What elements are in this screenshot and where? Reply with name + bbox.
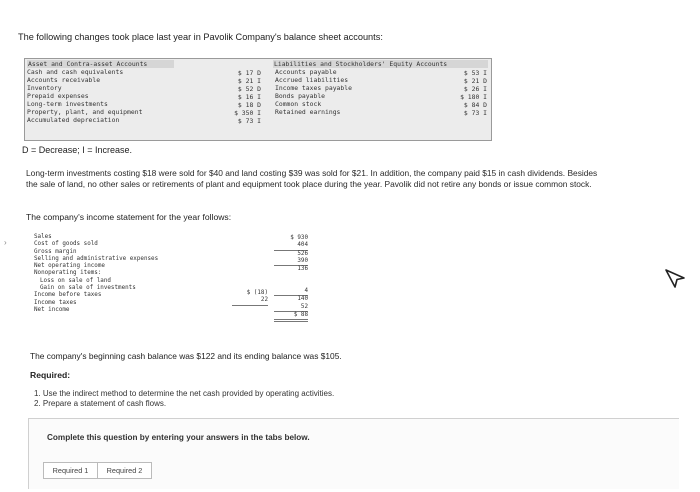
required-heading: Required: — [30, 370, 71, 380]
assets-values — [221, 69, 261, 125]
liability-label: Common stock — [275, 100, 322, 108]
asset-label: Prepaid expenses — [27, 92, 89, 100]
is-label: Sales — [34, 234, 52, 240]
is-value: $ 930 — [290, 235, 308, 241]
assets-labels — [27, 68, 142, 124]
is-value: 4 — [274, 288, 308, 296]
asset-value: $ 17 D — [237, 69, 261, 77]
is-label: Nonoperating items: — [34, 270, 102, 277]
is-label: Cost of goods sold — [34, 241, 98, 248]
liabilities-labels — [275, 68, 352, 116]
liability-value: $ 84 D — [463, 101, 487, 109]
asset-label: Property, plant, and equipment — [27, 108, 143, 116]
instruction-text: Complete this question by entering your answers in the tabs below. — [47, 433, 310, 442]
is-subvalue: $ (18) — [246, 290, 268, 296]
asset-value: $ 73 I — [237, 117, 261, 125]
income-statement-totals — [274, 235, 308, 322]
liability-label: Retained earnings — [275, 108, 341, 116]
is-value: 526 — [297, 250, 308, 257]
asset-value: $ 350 I — [234, 109, 261, 117]
is-label: Income before taxes — [34, 292, 102, 299]
liability-value: $ 21 D — [463, 77, 487, 85]
liability-value: $ 26 I — [463, 85, 487, 93]
liability-value: $ 180 I — [460, 93, 487, 101]
answer-panel — [28, 418, 679, 489]
tab-required-1[interactable]: Required 1 — [43, 462, 98, 479]
income-statement-intro: The company's income statement for the year follows: — [26, 212, 232, 222]
asset-label: Accounts receivable — [27, 76, 101, 84]
is-value: 140 — [297, 296, 308, 303]
margin-marker: › — [4, 238, 7, 247]
liability-label: Accounts payable — [275, 68, 337, 76]
tab-required-2[interactable]: Required 2 — [97, 462, 152, 479]
asset-label: Accumulated depreciation — [27, 116, 120, 124]
is-value: 390 — [274, 258, 308, 266]
liabilities-header: Liabilities and Stockholders' Equity Accounts — [273, 60, 488, 68]
is-value — [274, 273, 308, 280]
problem-paragraph: Long-term investments costing $18 were sold for $40 and land costing $39 was sold for $21. In addition, the company paid $15 in cash dividends. Besides the sale of land, no other sales or retirements of plant and equipment took place during the year. Pavolik did not retire any bonds or issue common stock. — [26, 168, 598, 189]
is-value: 404 — [274, 242, 308, 250]
is-label: Gross margin — [34, 248, 77, 255]
step-1: 1. Use the indirect method to determine the net cash provided by operating activities. — [34, 389, 335, 398]
is-label: Loss on sale of land — [40, 277, 111, 284]
is-value: 52 — [274, 304, 308, 312]
is-label: Net income — [34, 306, 70, 313]
liability-label: Accrued liabilities — [275, 76, 349, 84]
liability-value: $ 53 I — [463, 69, 487, 77]
asset-value: $ 21 I — [237, 77, 261, 85]
is-value — [274, 281, 308, 288]
is-value: 136 — [297, 266, 308, 273]
is-label: Gain on sale of investments — [40, 285, 136, 292]
mouse-cursor-icon — [664, 266, 688, 290]
is-value: $ 88 — [274, 312, 308, 322]
liability-label: Income taxes payable — [275, 84, 352, 92]
is-label: Income taxes — [34, 299, 77, 306]
is-subvalue: 22 — [232, 297, 268, 305]
income-statement-labels — [34, 234, 158, 314]
is-label: Selling and administrative expenses — [34, 255, 159, 262]
cash-balance-text: The company's beginning cash balance was $122 and its ending balance was $105. — [30, 351, 342, 361]
step-2: 2. Prepare a statement of cash flows. — [34, 399, 167, 408]
asset-label: Inventory — [27, 84, 62, 92]
intro-text: The following changes took place last year in Pavolik Company's balance sheet accounts: — [18, 32, 383, 42]
asset-value: $ 52 D — [237, 85, 261, 93]
required-steps — [34, 389, 334, 409]
income-statement-subcolumn — [232, 290, 268, 306]
liabilities-values — [443, 69, 487, 117]
asset-label: Long-term investments — [27, 100, 108, 108]
asset-value: $ 16 I — [237, 93, 261, 101]
liability-label: Bonds payable — [275, 92, 326, 100]
income-statement — [26, 232, 326, 318]
asset-value: $ 18 D — [237, 101, 261, 109]
legend-text: D = Decrease; I = Increase. — [22, 145, 133, 155]
liability-value: $ 73 I — [463, 109, 487, 117]
assets-header: Asset and Contra-asset Accounts — [27, 60, 174, 68]
asset-label: Cash and cash equivalents — [27, 68, 124, 76]
is-label: Net operating income — [34, 263, 105, 270]
balance-sheet-changes-table — [24, 58, 492, 141]
